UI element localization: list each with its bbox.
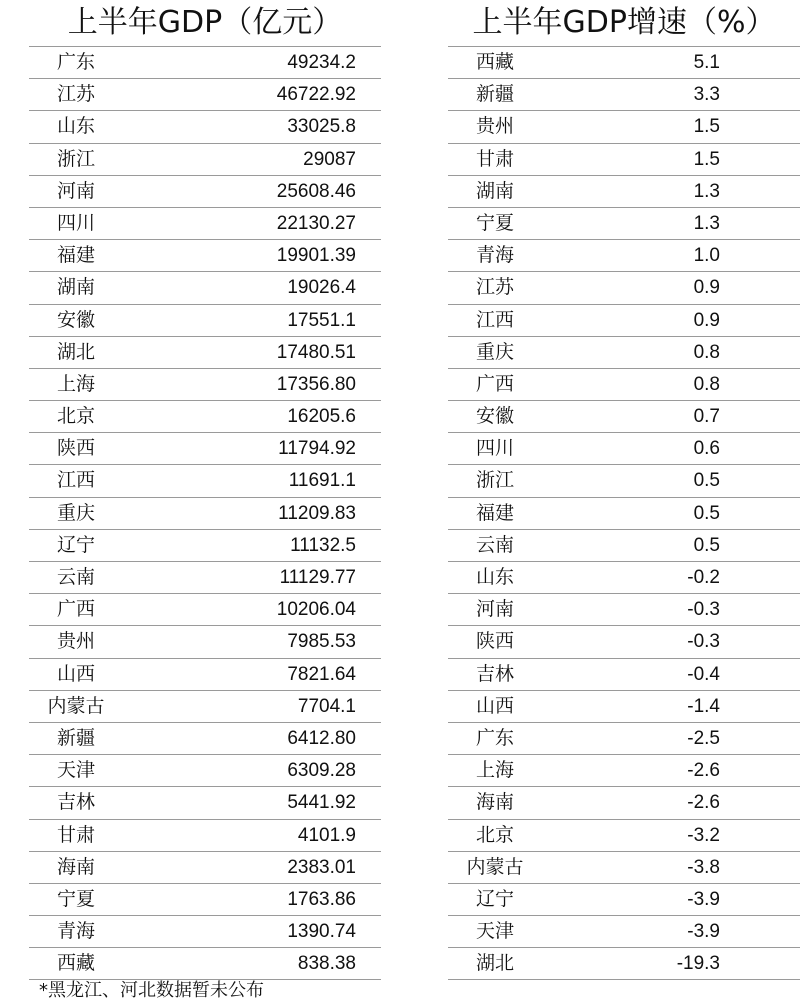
- table-row: [29, 787, 381, 819]
- gdp-value: 6309.28: [287, 760, 356, 782]
- table-row: [29, 144, 381, 176]
- gdp-value: 11209.83: [278, 502, 356, 524]
- province-name: 江苏: [56, 83, 95, 106]
- table-row: [29, 79, 381, 111]
- table-row: [448, 755, 800, 787]
- province-name: 浙江: [475, 469, 514, 492]
- gdp-value: 17480.51: [276, 341, 356, 363]
- province-name: 天津: [56, 759, 95, 782]
- gdp-table-title: 上半年GDP（亿元）: [29, 0, 381, 47]
- province-name: 陕西: [56, 437, 95, 460]
- growth-value: 0.9: [693, 309, 720, 331]
- table-row: [448, 626, 800, 658]
- table-row: [448, 916, 800, 948]
- province-name: 西藏: [56, 952, 95, 975]
- province-name: 江苏: [475, 276, 514, 299]
- table-row: [29, 369, 381, 401]
- table-row: [29, 401, 381, 433]
- growth-value: 5.1: [693, 52, 720, 73]
- table-row: [29, 852, 381, 884]
- province-name: 天津: [475, 920, 514, 943]
- gdp-value: 7704.1: [297, 695, 356, 717]
- growth-value: 1.5: [693, 116, 720, 138]
- province-name: 吉林: [56, 791, 95, 814]
- gdp-value: 11129.77: [279, 567, 356, 588]
- table-row: [29, 691, 381, 723]
- gdp-value: 17551.1: [287, 309, 356, 331]
- province-name: 云南: [475, 533, 514, 556]
- table-row: [29, 433, 381, 465]
- table-row: [29, 755, 381, 787]
- growth-value: -0.4: [687, 663, 720, 685]
- table-row: [29, 948, 381, 980]
- gdp-value: 11794.92: [278, 438, 356, 460]
- province-name: 内蒙古: [466, 855, 524, 878]
- growth-value: -0.3: [687, 631, 720, 653]
- growth-value: -3.9: [687, 921, 720, 943]
- gdp-value: 46722.92: [276, 84, 356, 106]
- growth-table-title: 上半年GDP增速（%）: [448, 0, 800, 47]
- province-name: 贵州: [56, 630, 95, 653]
- province-name: 广西: [475, 372, 514, 395]
- table-row: [29, 47, 381, 79]
- table-row: [29, 465, 381, 497]
- growth-value: 3.3: [693, 84, 720, 106]
- growth-value: 0.6: [693, 438, 720, 460]
- province-name: 新疆: [56, 726, 95, 749]
- table-row: [448, 723, 800, 755]
- table-row: [29, 626, 381, 658]
- province-name: 山西: [56, 662, 95, 685]
- gdp-value: 838.38: [297, 953, 356, 975]
- province-name: 宁夏: [56, 887, 95, 910]
- growth-value: -2.5: [687, 727, 720, 749]
- table-row: [29, 884, 381, 916]
- growth-value: -2.6: [687, 760, 720, 782]
- growth-value: -3.8: [687, 856, 720, 878]
- province-name: 广东: [475, 726, 514, 749]
- province-name: 北京: [56, 405, 95, 428]
- growth-value: 1.3: [693, 212, 720, 234]
- province-name: 福建: [56, 244, 95, 267]
- gdp-value: 10206.04: [276, 599, 356, 621]
- gdp-value: 4101.9: [297, 824, 356, 846]
- province-name: 西藏: [475, 51, 514, 73]
- province-name: 山东: [475, 566, 514, 588]
- province-name: 北京: [475, 823, 514, 846]
- table-row: [29, 498, 381, 530]
- gdp-value: 7821.64: [287, 663, 356, 685]
- table-row: [29, 530, 381, 562]
- growth-value: 0.5: [693, 534, 720, 556]
- table-row: [29, 916, 381, 948]
- growth-value: 0.8: [693, 373, 720, 395]
- province-name: 河南: [56, 179, 95, 202]
- province-name: 浙江: [56, 147, 95, 170]
- table-row: [448, 111, 800, 143]
- table-row: [29, 594, 381, 626]
- growth-value: 0.9: [693, 277, 720, 299]
- table-row: [448, 176, 800, 208]
- table-row: [448, 208, 800, 240]
- table-row: [448, 272, 800, 304]
- table-row: [29, 176, 381, 208]
- province-name: 广东: [56, 51, 95, 73]
- gdp-value: 25608.46: [276, 180, 356, 202]
- growth-value: 1.5: [693, 148, 720, 170]
- growth-value: -0.3: [687, 599, 720, 621]
- growth-value: -19.3: [676, 953, 720, 975]
- gdp-value: 6412.80: [287, 727, 356, 749]
- gdp-value: 7985.53: [287, 631, 356, 653]
- province-name: 湖北: [56, 340, 95, 363]
- province-name: 云南: [56, 566, 95, 588]
- growth-value: -3.2: [687, 824, 720, 846]
- gdp-value: 11691.1: [288, 470, 356, 492]
- province-name: 四川: [56, 211, 95, 234]
- growth-value: 0.5: [693, 502, 720, 524]
- province-name: 内蒙古: [47, 694, 105, 717]
- gdp-rows: [29, 47, 381, 980]
- province-name: 新疆: [475, 83, 514, 106]
- province-name: 上海: [475, 759, 514, 782]
- province-name: 贵州: [475, 115, 514, 138]
- gdp-value: 1763.86: [287, 888, 356, 910]
- growth-value: 0.7: [693, 406, 720, 428]
- province-name: 陕西: [475, 630, 514, 653]
- gdp-value: 33025.8: [287, 116, 356, 138]
- table-row: [448, 948, 800, 980]
- gdp-value: 19901.39: [276, 245, 356, 267]
- gdp-value: 5441.92: [287, 792, 356, 814]
- gdp-value: 29087: [303, 148, 356, 170]
- table-row: [448, 498, 800, 530]
- province-name: 重庆: [475, 340, 514, 363]
- province-name: 安徽: [475, 405, 514, 428]
- province-name: 青海: [56, 920, 95, 943]
- table-row: [448, 465, 800, 497]
- table-row: [448, 369, 800, 401]
- growth-table: [448, 0, 800, 980]
- province-name: 海南: [475, 791, 514, 814]
- table-row: [29, 111, 381, 143]
- table-row: [29, 337, 381, 369]
- province-name: 宁夏: [475, 211, 514, 234]
- gdp-value: 49234.2: [287, 52, 356, 73]
- table-row: [448, 884, 800, 916]
- province-name: 重庆: [56, 501, 95, 524]
- province-name: 山东: [56, 115, 95, 138]
- province-name: 湖南: [475, 179, 514, 202]
- province-name: 海南: [56, 855, 95, 878]
- table-row: [29, 820, 381, 852]
- gdp-value: 16205.6: [287, 406, 356, 428]
- gdp-value: 2383.01: [287, 856, 356, 878]
- table-row: [29, 723, 381, 755]
- province-name: 上海: [56, 372, 95, 395]
- table-row: [448, 433, 800, 465]
- province-name: 河南: [475, 598, 514, 621]
- table-row: [29, 562, 381, 594]
- table-row: [448, 530, 800, 562]
- table-row: [29, 659, 381, 691]
- table-row: [29, 305, 381, 337]
- gdp-table: [29, 0, 381, 980]
- province-name: 四川: [475, 437, 514, 460]
- growth-value: -3.9: [687, 888, 720, 910]
- growth-value: 1.0: [693, 245, 720, 267]
- gdp-value: 1390.74: [287, 921, 356, 943]
- gdp-value: 22130.27: [276, 212, 356, 234]
- growth-value: 0.5: [693, 470, 720, 492]
- table-row: [448, 691, 800, 723]
- table-row: [29, 208, 381, 240]
- table-row: [448, 659, 800, 691]
- table-row: [448, 401, 800, 433]
- growth-value: -2.6: [687, 792, 720, 814]
- province-name: 青海: [475, 244, 514, 267]
- province-name: 江西: [475, 308, 514, 331]
- province-name: 辽宁: [475, 887, 514, 910]
- gdp-value: 11132.5: [290, 534, 356, 556]
- table-row: [448, 240, 800, 272]
- province-name: 广西: [56, 598, 95, 621]
- gdp-value: 17356.80: [276, 373, 356, 395]
- table-row: [448, 594, 800, 626]
- table-row: [448, 562, 800, 594]
- gdp-value: 19026.4: [287, 277, 356, 299]
- table-row: [448, 47, 800, 79]
- table-row: [448, 852, 800, 884]
- province-name: 辽宁: [56, 533, 95, 556]
- table-row: [448, 305, 800, 337]
- table-row: [448, 144, 800, 176]
- growth-value: 1.3: [693, 180, 720, 202]
- table-row: [448, 79, 800, 111]
- province-name: 江西: [56, 469, 95, 492]
- table-row: [448, 787, 800, 819]
- growth-value: -1.4: [687, 695, 720, 717]
- province-name: 湖北: [475, 952, 514, 975]
- table-row: [448, 820, 800, 852]
- province-name: 吉林: [475, 662, 514, 685]
- table-row: [448, 337, 800, 369]
- province-name: 山西: [475, 694, 514, 717]
- growth-value: -0.2: [687, 567, 720, 588]
- province-name: 甘肃: [56, 823, 95, 846]
- growth-rows: [448, 47, 800, 980]
- table-row: [29, 272, 381, 304]
- province-name: 甘肃: [475, 147, 514, 170]
- province-name: 安徽: [56, 308, 95, 331]
- province-name: 湖南: [56, 276, 95, 299]
- footnote: *黑龙江、河北数据暂未公布: [39, 980, 264, 1001]
- table-row: [29, 240, 381, 272]
- growth-value: 0.8: [693, 341, 720, 363]
- province-name: 福建: [475, 501, 514, 524]
